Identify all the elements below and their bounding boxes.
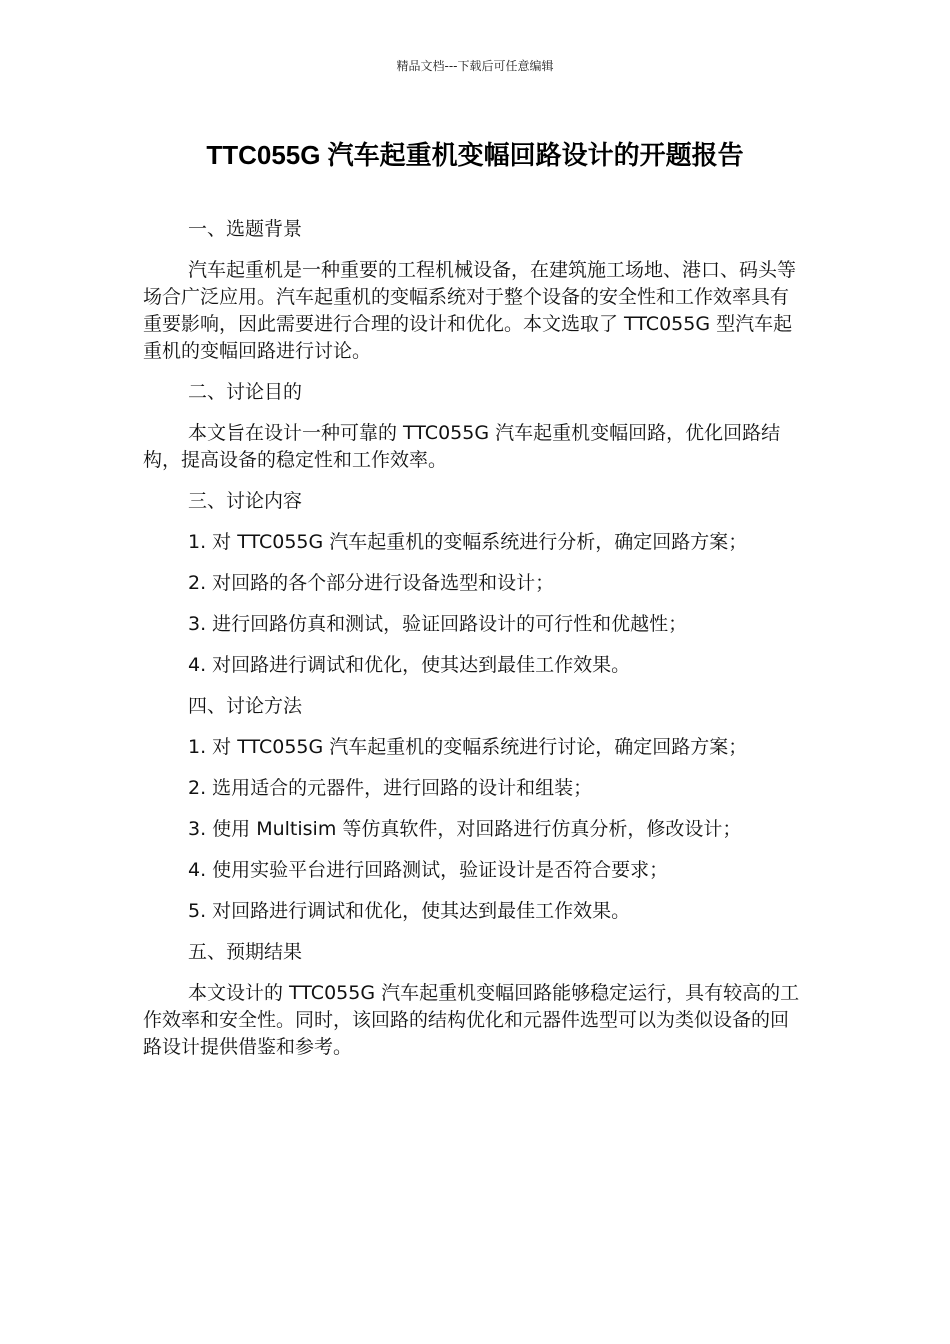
method-item: 1. 对 TTC055G 汽车起重机的变幅系统进行讨论，确定回路方案；	[188, 736, 748, 758]
content-item: 2. 对回路的各个部分进行设备选型和设计；	[188, 572, 555, 594]
purpose-paragraph: 本文旨在设计一种可靠的 TTC055G 汽车起重机变幅回路，优化回路结构，提高设备的稳定性和工作效率。	[143, 422, 781, 471]
method-item: 2. 选用适合的元器件，进行回路的设计和组装；	[188, 777, 593, 799]
section-heading-content: 三、讨论内容	[188, 490, 303, 512]
method-item: 5. 对回路进行调试和优化，使其达到最佳工作效果。	[188, 900, 631, 922]
document-title: TTC055G 汽车起重机变幅回路设计的开题报告	[206, 140, 744, 170]
section-heading-method: 四、讨论方法	[188, 695, 303, 717]
section-heading-purpose: 二、讨论目的	[188, 381, 303, 403]
results-paragraph: 本文设计的 TTC055G 汽车起重机变幅回路能够稳定运行，具有较高的工作效率和安全性。同时，该回路的结构优化和元器件选型可以为类似设备的回路设计提供借鉴和参考。	[143, 982, 800, 1058]
content-item: 1. 对 TTC055G 汽车起重机的变幅系统进行分析，确定回路方案；	[188, 531, 748, 553]
method-item: 3. 使用 Multisim 等仿真软件，对回路进行仿真分析，修改设计；	[188, 818, 742, 840]
document-body	[143, 216, 803, 1075]
content-item: 4. 对回路进行调试和优化，使其达到最佳工作效果。	[188, 654, 631, 676]
section-heading-background: 一、选题背景	[188, 218, 303, 240]
page-header: 精品文档---下载后可任意编辑	[396, 59, 554, 73]
background-paragraph: 汽车起重机是一种重要的工程机械设备，在建筑施工场地、港口、码头等场合广泛应用。汽车起重机的变幅系统对于整个设备的安全性和工作效率具有重要影响，因此需要进行合理的设计和优化。本文选取了 TTC055G 型汽车起重机的变幅回路进行讨论。	[143, 259, 797, 362]
content-item: 3. 进行回路仿真和测试，验证回路设计的可行性和优越性；	[188, 613, 688, 635]
section-heading-results: 五、预期结果	[188, 941, 303, 963]
method-item: 4. 使用实验平台进行回路测试，验证设计是否符合要求；	[188, 859, 669, 881]
